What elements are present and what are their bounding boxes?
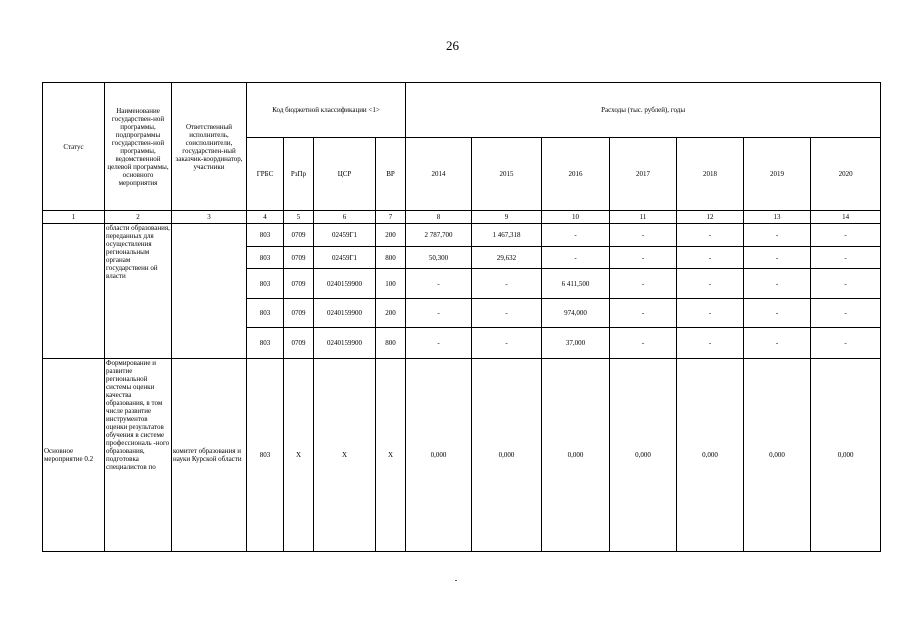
cell-grbs: 803 <box>247 224 284 247</box>
cell-rzpr: 0709 <box>284 299 314 328</box>
page-number: 26 <box>446 38 459 53</box>
cell-vr: 200 <box>376 299 406 328</box>
column-number: 8 <box>406 211 472 224</box>
cell-value: - <box>406 328 472 359</box>
cell-csr: X <box>314 359 376 552</box>
cell-value: - <box>472 299 542 328</box>
cell-vr: 800 <box>376 328 406 359</box>
cell-value: - <box>406 299 472 328</box>
column-number: 10 <box>542 211 610 224</box>
column-number: 4 <box>247 211 284 224</box>
cell-value: 974,000 <box>542 299 610 328</box>
header-row-top <box>43 83 881 138</box>
cell-value: - <box>610 299 677 328</box>
column-number: 6 <box>314 211 376 224</box>
cell-value: 0,000 <box>472 359 542 552</box>
cell-rzpr: X <box>284 359 314 552</box>
cell-value: - <box>610 224 677 247</box>
column-number-row <box>43 211 881 224</box>
cell-value: 37,000 <box>542 328 610 359</box>
cell-value: - <box>610 328 677 359</box>
header-year: 2014 <box>406 138 472 211</box>
header-year: 2018 <box>677 138 744 211</box>
header-year: 2020 <box>811 138 881 211</box>
scan-speck <box>455 580 457 581</box>
cell-value: 29,632 <box>472 247 542 269</box>
cell-value: - <box>811 328 881 359</box>
cell-value: 1 467,318 <box>472 224 542 247</box>
cell-value: - <box>406 269 472 299</box>
cell-value: - <box>677 247 744 269</box>
cell-value: 0,000 <box>610 359 677 552</box>
cell-value: 0,000 <box>677 359 744 552</box>
cell-value: - <box>811 269 881 299</box>
column-number: 12 <box>677 211 744 224</box>
cell-csr: 0240159900 <box>314 269 376 299</box>
header-rzpr: РзПр <box>284 138 314 211</box>
cell-vr: 200 <box>376 224 406 247</box>
cell-grbs: 803 <box>247 269 284 299</box>
cell-value: - <box>744 299 811 328</box>
cell-rzpr: 0709 <box>284 247 314 269</box>
cell-value: 0,000 <box>542 359 610 552</box>
cell-value: - <box>811 247 881 269</box>
cell-rzpr: 0709 <box>284 224 314 247</box>
cell-value: - <box>610 269 677 299</box>
cell-value: 0,000 <box>811 359 881 552</box>
cell-csr: 02459Г1 <box>314 247 376 269</box>
column-number: 13 <box>744 211 811 224</box>
cell-value: - <box>744 269 811 299</box>
cell-value: - <box>610 247 677 269</box>
header-year: 2015 <box>472 138 542 211</box>
row-status: Основное мероприятие 0.2 <box>43 359 105 552</box>
table-row <box>43 224 881 247</box>
header-csr: ЦСР <box>314 138 376 211</box>
cell-rzpr: 0709 <box>284 269 314 299</box>
cell-value: - <box>744 224 811 247</box>
cell-value: 50,300 <box>406 247 472 269</box>
cell-value: - <box>472 269 542 299</box>
cell-grbs: 803 <box>247 359 284 552</box>
cell-value: 0,000 <box>744 359 811 552</box>
cell-vr: X <box>376 359 406 552</box>
row-status <box>43 224 105 359</box>
cell-value: - <box>677 299 744 328</box>
budget-table <box>42 82 881 552</box>
header-year: 2017 <box>610 138 677 211</box>
column-number: 2 <box>105 211 172 224</box>
header-responsible: Ответственный исполнитель, соисполнители, государствен-ный заказчик-координатор, участники <box>172 83 247 211</box>
cell-value: - <box>542 247 610 269</box>
cell-value: - <box>744 247 811 269</box>
cell-value: 0,000 <box>406 359 472 552</box>
header-grbs: ГРБС <box>247 138 284 211</box>
cell-vr: 800 <box>376 247 406 269</box>
cell-vr: 100 <box>376 269 406 299</box>
cell-rzpr: 0709 <box>284 328 314 359</box>
row-responsible <box>172 224 247 359</box>
header-year: 2019 <box>744 138 811 211</box>
header-vr: ВР <box>376 138 406 211</box>
header-program-name: Наименование государствен-ной программы, подпрограммы государствен-ной программы, ведомственной целевой программы, основного мероприятия <box>105 83 172 211</box>
cell-grbs: 803 <box>247 299 284 328</box>
column-number: 11 <box>610 211 677 224</box>
cell-value: - <box>811 299 881 328</box>
header-status: Статус <box>43 83 105 211</box>
row-program-name: области образования, переданных для осуществления региональным органам государственн ой власти <box>105 224 172 359</box>
column-number: 5 <box>284 211 314 224</box>
cell-grbs: 803 <box>247 328 284 359</box>
cell-csr: 0240159900 <box>314 299 376 328</box>
cell-csr: 0240159900 <box>314 328 376 359</box>
cell-value: - <box>472 328 542 359</box>
row-responsible: комитет образования и науки Курской области <box>172 359 247 552</box>
cell-value: - <box>744 328 811 359</box>
cell-value: - <box>677 328 744 359</box>
cell-csr: 02459Г1 <box>314 224 376 247</box>
table-row <box>43 359 881 552</box>
cell-value: 2 787,700 <box>406 224 472 247</box>
row-program-name: Формирование и развитие региональной системы оценки качества образования, в том числе развитие инструментов оценки результатов обучения в системе профессиональ -ного образования, подготовка специалистов по <box>105 359 172 552</box>
column-number: 9 <box>472 211 542 224</box>
cell-value: - <box>811 224 881 247</box>
header-budget-code: Код бюджетной классификации <1> <box>247 83 406 138</box>
header-year: 2016 <box>542 138 610 211</box>
cell-value: - <box>677 224 744 247</box>
cell-value: - <box>542 224 610 247</box>
column-number: 7 <box>376 211 406 224</box>
cell-value: - <box>677 269 744 299</box>
cell-value: 6 411,500 <box>542 269 610 299</box>
cell-grbs: 803 <box>247 247 284 269</box>
column-number: 14 <box>811 211 881 224</box>
column-number: 3 <box>172 211 247 224</box>
header-expenses: Расходы (тыс. рублей), годы <box>406 83 881 138</box>
column-number: 1 <box>43 211 105 224</box>
